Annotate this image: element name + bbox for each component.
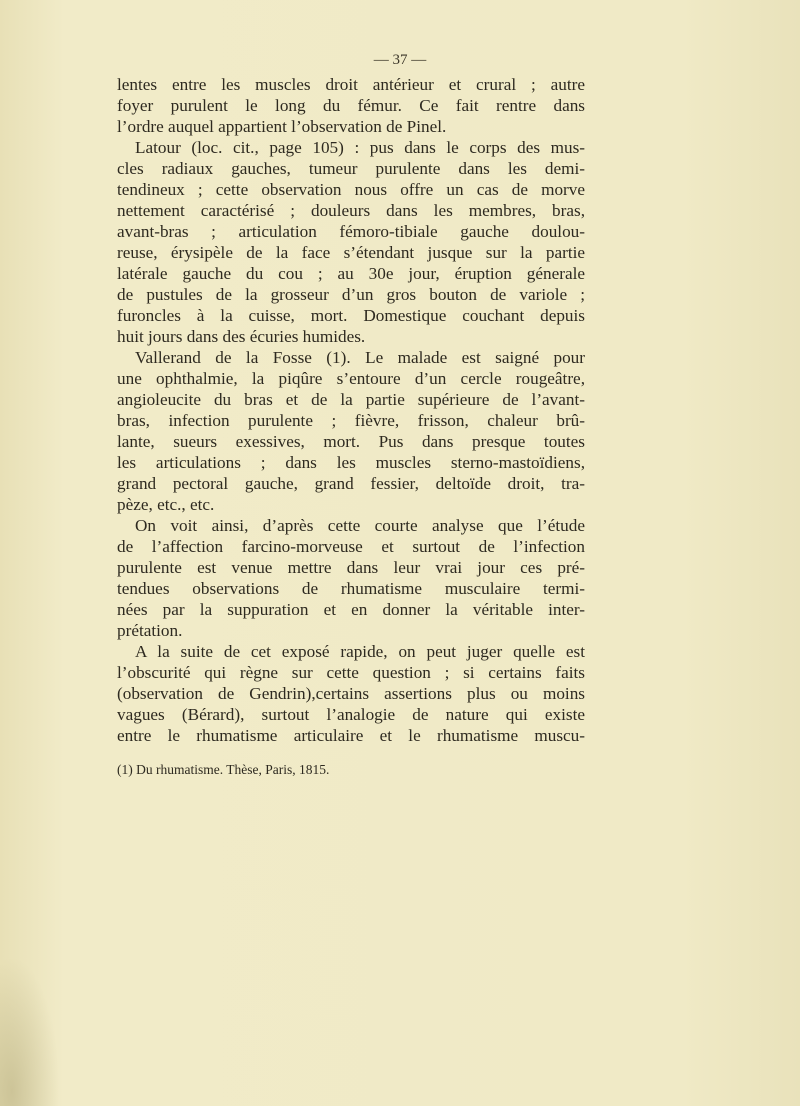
text-line: Latour (loc. cit., page 105) : pus dans le corps des mus- [135,138,585,157]
text-line: foyer purulent le long du fémur. Ce fait rentre dans [117,96,585,115]
text-line: l’ordre auquel appartient l’observation de Pinel. [117,117,447,136]
text-line: tendues observations de rhumatisme musculaire termi- [117,579,585,598]
text-line: huit jours dans des écuries humides. [117,327,366,346]
text-line: Vallerand de la Fosse (1). Le malade est saigné pour [135,348,585,367]
text-line: nettement caractérisé ; douleurs dans les membres, bras, [117,201,585,220]
text-line: furoncles à la cuisse, mort. Domestique couchant depuis [117,306,585,325]
text-line: prétation. [117,621,183,640]
page-number: — 37 — [373,52,427,68]
text-line: nées par la suppuration et en donner la véritable inter- [117,600,585,619]
text-line: tendineux ; cette observation nous offre un cas de morve [117,180,585,199]
text-line: latérale gauche du cou ; au 30e jour, éruption génerale [117,264,585,283]
text-line: lentes entre les muscles droit antérieur et crural ; autre [117,75,585,94]
text-line: l’obscurité qui règne sur cette question ; si certains faits [117,663,585,682]
text-line: vagues (Bérard), surtout l’analogie de nature qui existe [117,705,585,724]
text-line: purulente est venue mettre dans leur vrai jour ces pré- [117,558,585,577]
page-stain [0,956,60,1106]
text-line: de pustules de la grosseur d’un gros bouton de variole ; [117,285,585,304]
text-line: bras, infection purulente ; fièvre, frisson, chaleur brû- [117,411,585,430]
text-line: les articulations ; dans les muscles sterno-mastoïdiens, [117,453,585,472]
text-line: une ophthalmie, la piqûre s’entoure d’un cercle rougeâtre, [117,369,585,388]
text-line: reuse, érysipèle de la face s’étendant jusque sur la partie [117,243,585,262]
text-line: de l’affection farcino-morveuse et surtout de l’infection [117,537,585,556]
text-line: grand pectoral gauche, grand fessier, deltoïde droit, tra- [117,474,585,493]
text-line: entre le rhumatisme articulaire et le rhumatisme muscu- [117,726,585,745]
footnote: (1) Du rhumatisme. Thèse, Paris, 1815. [117,762,330,777]
text-line: avant-bras ; articulation fémoro-tibiale gauche doulou- [117,222,585,241]
text-line: angioleucite du bras et de la partie supérieure de l’avant- [117,390,585,409]
text-line: A la suite de cet exposé rapide, on peut juger quelle est [135,642,585,661]
text-line: (observation de Gendrin),certains assertions plus ou moins [117,684,585,703]
text-line: On voit ainsi, d’après cette courte analyse que l’étude [135,516,585,535]
page-body-text [117,74,585,746]
text-line: pèze, etc., etc. [117,495,215,514]
text-line: cles radiaux gauches, tumeur purulente dans les demi- [117,159,585,178]
text-line: lante, sueurs exessives, mort. Pus dans presque toutes [117,432,585,451]
